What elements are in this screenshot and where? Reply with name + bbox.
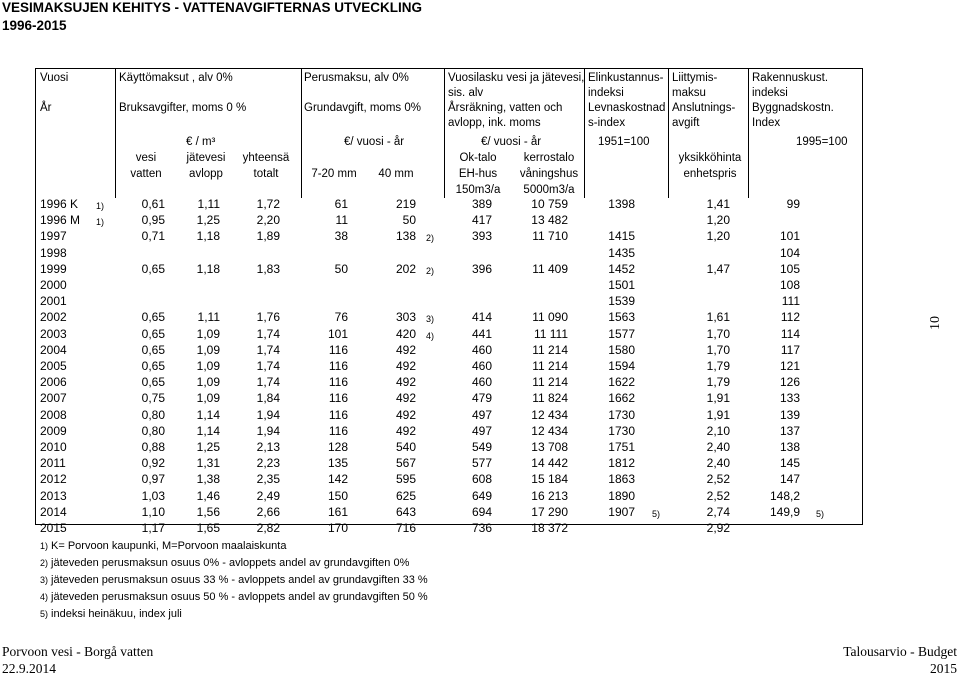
cell-jate: 1,31 [196,456,220,471]
cell-yht: 2,66 [256,504,280,519]
cell-kerros: 16 213 [531,488,568,503]
cell-elin: 1890 [608,488,635,503]
footnote-number: 4) [40,592,49,602]
cell-elin: 1907 [608,504,635,519]
cell-p720: 61 [334,197,348,211]
cell-jate: 1,25 [196,440,220,454]
subheader-150m3: 150m3/a [455,184,501,196]
subheader-40mm: 40 mm [378,168,414,180]
cell-kerros: 17 290 [531,504,568,519]
cell-jate: 1,11 [197,197,220,211]
cell-pfn: 2) [426,233,435,244]
subheader-ehhus: EH-hus [458,168,498,180]
cell-elin: 1594 [608,359,635,373]
cell-elin: 1730 [608,407,635,422]
cell-elin: 1563 [608,310,635,325]
cell-ok: 414 [471,310,492,325]
cell-jate: 1,11 [197,310,220,325]
cell-vesi: 0,65 [141,326,165,341]
cell-elin: 1435 [608,245,635,260]
subheader-totalt: totalt [253,168,279,180]
cell-kerros: 11 710 [532,229,568,244]
cell-rak: 121 [779,359,800,373]
cell-kerros: 12 434 [531,407,568,422]
cell-rak: 145 [779,456,800,471]
cell-liit: 2,40 [706,440,730,454]
cell-liit: 1,79 [706,359,730,373]
cell-p720: 135 [327,456,348,471]
cell-year: 2003 [40,326,67,341]
cell-pfn: 2) [426,265,435,276]
cell-ok: 460 [471,342,492,357]
cell-ok: 460 [471,375,492,390]
footnote-text: indeksi heinäkuu, index juli [51,608,182,620]
cell-elin: 1577 [608,326,635,341]
cell-ok: 396 [471,261,492,276]
cell-p720: 11 [335,213,348,228]
cell-vesi: 0,97 [141,472,165,487]
cell-kerros: 10 759 [531,197,568,211]
cell-p720: 150 [327,488,348,503]
cell-kerros: 11 214 [532,342,568,357]
cell-vesi: 0,71 [141,229,165,244]
cell-jate: 1,09 [196,326,220,341]
header-elinkustannus: Elinkustannus- [588,72,664,84]
cell-yht: 2,20 [256,213,280,228]
cell-ok: 441 [471,326,492,341]
subheader-enhetspris: enhetspris [683,168,737,180]
cell-yht: 2,35 [256,472,280,487]
cell-liit: 2,92 [706,521,730,535]
cell-elin: 1730 [608,423,635,438]
cell-liit: 2,10 [706,423,730,438]
cell-elin: 1452 [608,261,635,276]
cell-ok: 577 [471,456,492,471]
cell-elin: 1751 [608,440,635,454]
cell-yht: 1,94 [256,407,280,422]
header-perusmaksu: Perusmaksu, alv 0% [304,72,409,84]
cell-vesi: 0,65 [141,342,165,357]
footnote-text: jäteveden perusmaksun osuus 50 % - avloppets andel av grundavgiften 50 % [51,591,428,603]
cell-liit: 1,41 [706,197,730,211]
subheader-kerrostalo: kerrostalo [523,152,575,164]
cell-p40: 138 [395,229,416,244]
cell-kerros: 12 434 [531,423,568,438]
cell-ok: 460 [471,359,492,373]
cell-ok: 608 [471,472,492,487]
cell-yfn: 1) [96,201,105,211]
cell-vesi: 0,61 [141,197,165,211]
footer-publisher: Porvoon vesi - Borgå vatten [2,644,154,659]
document-subtitle: 1996-2015 [2,18,67,33]
footnote [40,574,428,586]
cell-vesi: 1,03 [141,488,165,503]
cell-p720: 116 [328,375,348,390]
cell-kerros: 11 090 [532,310,568,325]
footnote [40,608,182,620]
cell-year: 1996 K [40,197,79,211]
header-arsrakning-2: avlopp, ink. moms [448,117,541,129]
cell-yht: 1,83 [256,261,280,276]
cell-liit: 2,52 [706,488,730,503]
header-vuosi: Vuosi [40,72,69,84]
cell-p720: 128 [327,440,348,454]
cell-rak: 99 [786,197,800,211]
cell-p40: 219 [395,197,416,211]
cell-rak: 133 [779,391,800,406]
header-liittymis: Liittymis- [672,72,718,84]
cell-jate: 1,14 [196,407,220,422]
subheader-5000m3: 5000m3/a [523,184,575,196]
cell-ok: 393 [471,229,492,244]
cell-jate: 1,38 [196,472,220,487]
cell-vesi: 0,80 [141,423,165,438]
cell-year: 2010 [40,440,67,454]
header-vuosilasku: Vuosilasku vesi ja jätevesi, [448,72,585,84]
footnote-text: K= Porvoon kaupunki, M=Porvoon maalaiskunta [51,540,287,552]
unit-per-m3: € / m³ [186,136,216,148]
cell-rak: 147 [779,472,800,487]
cell-jate: 1,18 [196,229,220,244]
cell-jate: 1,65 [196,521,220,535]
cell-year: 2007 [40,391,67,406]
header-levnaskostnad-2: s-index [588,117,626,129]
document-title: VESIMAKSUJEN KEHITYS - VATTENAVGIFTERNAS UTVECKLING [2,0,423,15]
header-vuosilasku-2: sis. alv [448,87,484,99]
cell-rak: 139 [779,407,800,422]
cell-vesi: 0,65 [141,359,165,373]
cell-elin: 1539 [608,294,635,309]
cell-liit: 1,91 [706,391,730,406]
cell-ok: 736 [471,521,492,535]
header-bruksavgifter: Bruksavgifter, moms 0 % [119,102,247,114]
cell-yht: 1,74 [256,342,280,357]
cell-pfn: 3) [426,314,435,325]
cell-p40: 420 [395,326,416,341]
cell-rfn: 5) [816,508,825,519]
cell-rak: 148,2 [769,488,800,503]
cell-p40: 716 [395,521,416,535]
cell-elin: 1580 [608,342,635,357]
cell-jate: 1,09 [196,342,220,357]
cell-elin: 1398 [608,197,635,211]
cell-yht: 2,49 [256,488,280,503]
cell-ok: 497 [471,407,492,422]
cell-elin: 1415 [608,229,635,244]
cell-liit: 1,47 [706,261,730,276]
cell-p720: 116 [328,359,348,373]
cell-vesi: 0,80 [141,407,165,422]
header-byggnadskostn-2: Index [752,117,781,129]
cell-yht: 2,13 [256,440,280,454]
footnote-number: 3) [40,575,49,585]
header-anslutnings-2: avgift [672,117,700,129]
cell-vesi: 0,65 [141,261,165,276]
cell-kerros: 11 214 [532,375,568,390]
cell-p40: 202 [395,261,416,276]
cell-year: 1998 [40,245,67,260]
cell-jate: 1,09 [196,375,220,390]
footnote [40,591,428,603]
unit-per-year-2: €/ vuosi - år [481,136,542,148]
header-elinkustannus-2: indeksi [588,87,624,99]
cell-jate: 1,18 [196,261,220,276]
cell-jate: 1,46 [196,488,220,503]
cell-p40: 567 [395,456,416,471]
cell-rak: 137 [779,423,800,438]
cell-year: 2014 [40,504,67,519]
cell-year: 2013 [40,488,67,503]
cell-kerros: 11 824 [532,391,568,406]
cell-vesi: 1,10 [141,504,165,519]
cell-yht: 2,23 [256,456,280,471]
cell-kerros: 15 184 [531,472,568,487]
cell-p720: 116 [328,391,348,406]
cell-yht: 1,74 [256,326,280,341]
cell-ok: 497 [471,423,492,438]
cell-kerros: 11 409 [532,261,568,276]
cell-year: 2005 [40,359,67,373]
cell-ok: 389 [471,197,492,211]
cell-rak: 111 [781,294,800,309]
cell-vesi: 0,65 [141,375,165,390]
cell-vesi: 0,65 [141,310,165,325]
cell-p40: 625 [395,488,416,503]
cell-yht: 1,72 [256,197,280,211]
cell-year: 2006 [40,375,67,390]
cell-kerros: 11 111 [533,326,568,341]
cell-elin: 1863 [608,472,635,487]
cell-kerros: 13 482 [531,213,568,228]
cell-liit: 2,52 [706,472,730,487]
cell-year: 2002 [40,310,67,325]
cell-liit: 2,74 [706,504,730,519]
header-arsrakning: Årsräkning, vatten och [448,102,563,114]
cell-jate: 1,25 [196,213,220,228]
cell-p40: 492 [395,391,416,406]
subheader-vesi: vesi [135,152,157,164]
footnote [40,540,286,552]
cell-year: 2009 [40,423,67,438]
cell-rak: 126 [779,375,800,390]
cell-year: 1997 [40,229,67,244]
cell-p720: 101 [327,326,348,341]
cell-p720: 116 [328,423,348,438]
cell-year: 2008 [40,407,67,422]
cell-yht: 1,94 [256,423,280,438]
header-anslutnings: Anslutnings- [672,102,736,114]
cell-p40: 50 [402,213,416,228]
cell-vesi: 1,17 [141,521,165,535]
cell-jate: 1,56 [196,504,220,519]
cell-jate: 1,09 [196,359,220,373]
water-fee-table [35,68,863,535]
cell-liit: 1,61 [706,310,730,325]
subheader-vaningshus: våningshus [519,168,579,180]
cell-elin: 1662 [608,391,635,406]
header-ar: År [40,102,52,114]
cell-vesi: 0,95 [141,213,165,228]
cell-p720: 76 [334,310,348,325]
unit-per-year-1: €/ vuosi - år [344,136,405,148]
cell-kerros: 13 708 [531,440,568,454]
cell-p40: 492 [395,423,416,438]
cell-p720: 50 [334,261,348,276]
subheader-oktalo: Ok-talo [459,152,497,164]
cell-ok: 549 [471,440,492,454]
cell-liit: 2,40 [706,456,730,471]
cell-elin: 1622 [608,375,635,390]
cell-yht: 2,82 [256,521,280,535]
cell-rak: 108 [779,278,800,292]
subheader-7-20mm: 7-20 mm [311,168,357,180]
cell-pfn: 4) [426,330,435,341]
base-1951: 1951=100 [598,136,650,148]
cell-liit: 1,20 [706,229,730,244]
footer-budget: Talousarvio - Budget [843,644,957,659]
footnote-number: 1) [40,541,49,551]
cell-liit: 1,70 [706,326,730,341]
cell-rak: 114 [780,326,800,341]
cell-year: 2000 [40,278,67,292]
cell-rak: 149,9 [769,504,800,519]
cell-p40: 492 [395,375,416,390]
cell-rak: 104 [779,245,800,260]
cell-elin: 1812 [608,456,635,471]
footnote-text: jäteveden perusmaksun osuus 0% - avloppets andel av grundavgiften 0% [51,557,410,569]
cell-elin: 1501 [608,278,635,292]
footer-date: 22.9.2014 [2,661,56,676]
cell-year: 1999 [40,261,67,276]
cell-liit: 1,70 [706,342,730,357]
cell-rak: 112 [780,310,800,325]
cell-year: 1996 M [40,213,81,228]
cell-liit: 1,79 [706,375,730,390]
cell-rak: 117 [780,342,800,357]
cell-p720: 142 [327,472,348,487]
cell-year: 2015 [40,521,67,535]
header-levnaskostnad: Levnaskostnad [588,102,666,114]
footer-year: 2015 [930,661,957,676]
cell-ok: 417 [471,213,492,228]
cell-yht: 1,74 [256,375,280,390]
cell-ok: 479 [471,391,492,406]
cell-p40: 595 [395,472,416,487]
cell-kerros: 11 214 [532,359,568,373]
header-rakennuskust-2: indeksi [752,87,788,99]
cell-yht: 1,74 [256,359,280,373]
header-liittymis-2: maksu [672,87,706,99]
cell-year: 2011 [40,456,66,471]
cell-p720: 161 [327,504,348,519]
cell-jate: 1,14 [196,423,220,438]
subheader-yksikkohinta: yksikköhinta [678,152,742,164]
cell-p40: 643 [395,504,416,519]
cell-kerros: 14 442 [531,456,568,471]
cell-liit: 1,91 [706,407,730,422]
subheader-jatevesi: jätevesi [186,152,226,164]
cell-vesi: 0,92 [141,456,165,471]
header-rakennuskust: Rakennuskust. [752,72,829,84]
cell-rak: 138 [779,440,800,454]
cell-rak: 105 [779,261,800,276]
cell-p40: 540 [395,440,416,454]
cell-kerros: 18 372 [531,521,568,535]
cell-p720: 38 [334,229,348,244]
cell-p720: 116 [328,407,348,422]
cell-year: 2001 [40,294,67,309]
cell-ok: 649 [471,488,492,503]
header-grundavgift: Grundavgift, moms 0% [304,102,421,114]
header-kayttomaksut: Käyttömaksut , alv 0% [119,72,233,84]
subheader-avlopp: avlopp [189,168,223,180]
footnote-text: jäteveden perusmaksun osuus 33 % - avloppets andel av grundavgiften 33 % [51,574,428,586]
subheader-vatten: vatten [130,168,162,180]
cell-yht: 1,76 [256,310,280,325]
cell-p720: 116 [328,342,348,357]
footnote [40,557,409,569]
cell-yht: 1,89 [256,229,280,244]
cell-rak: 101 [779,229,800,244]
cell-jate: 1,09 [196,391,220,406]
cell-p40: 492 [395,359,416,373]
page-number: 10 [928,316,943,330]
cell-vesi: 0,75 [141,391,165,406]
cell-yfn: 1) [96,217,105,228]
header-byggnadskostn: Byggnadskostn. [752,102,834,114]
cell-ok: 694 [471,504,492,519]
cell-yht: 1,84 [256,391,280,406]
subheader-yhteensa: yhteensä [242,152,290,164]
base-1995: 1995=100 [796,136,848,148]
cell-liit: 1,20 [706,213,730,228]
cell-year: 2012 [40,472,67,487]
cell-vesi: 0,88 [141,440,165,454]
cell-year: 2004 [40,342,67,357]
cell-p40: 492 [395,407,416,422]
footnote-number: 5) [40,609,49,619]
cell-p40: 303 [395,310,416,325]
cell-efn: 5) [652,508,661,519]
cell-p720: 170 [327,521,348,535]
footnote-number: 2) [40,558,49,568]
cell-p40: 492 [395,342,416,357]
